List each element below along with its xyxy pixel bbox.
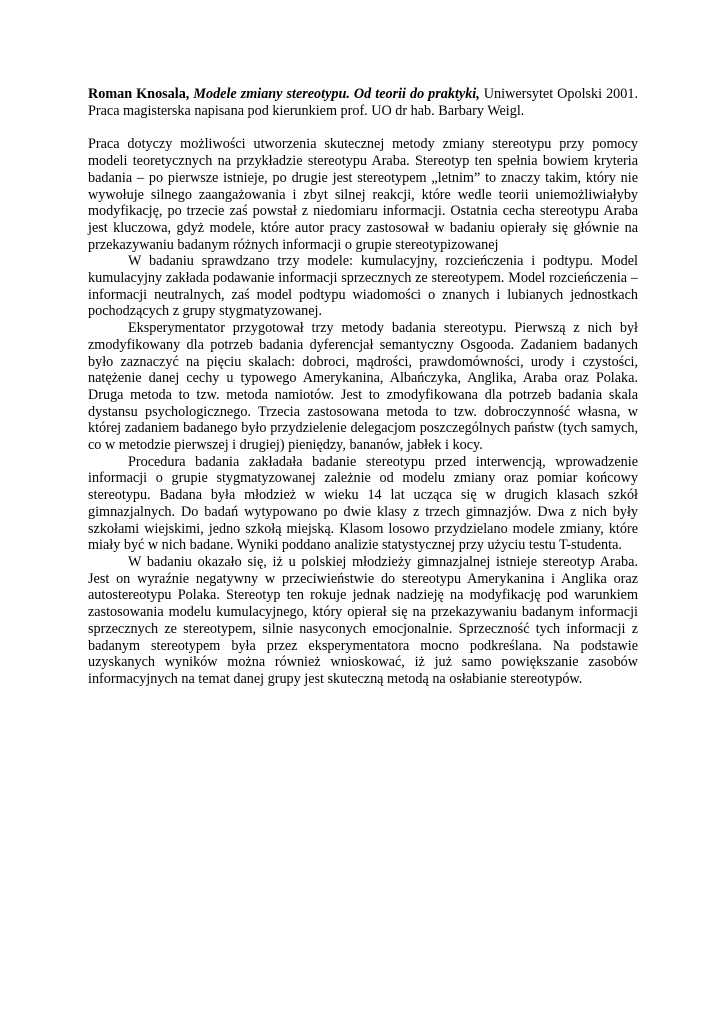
paragraph-results: W badaniu okazało się, iż u polskiej młodzieży gimnazjalnej istnieje stereotyp Araba. Jest on wyraźnie negatywny w przeciwieństwie do stereotypu Amerykanina i Anglika oraz autostereotypu Polaka. Stereotyp ten rokuje jednak nadzieję na modyfikację pod warunkiem zastosowania modelu kumulacyjnego, który opierał się na przekazywaniu badanym informacji sprzecznych ze stereotypem, silnie nasyconych emocjonalnie. Sprzeczność tych informacji z badanym stereotypem była przez eksperymentatora mocno podkreślana. Na podstawie uzyskanych wyników można również wnioskować, iż już samo powiększanie zasobów informacyjnych na temat danej grupy jest skuteczną metodą na osłabianie stereotypów. (88, 553, 638, 687)
paragraph-models: W badaniu sprawdzano trzy modele: kumulacyjny, rozcieńczenia i podtypu. Model kumulacyjny zakłada podawanie informacji sprzecznych ze stereotypem. Model rozcieńczenia – informacji neutralnych, zaś model podtypu wiadomości o znanych i lubianych jednostkach pochodzących z grupy stygmatyzowanej. (88, 253, 638, 320)
paragraph-methods: Eksperymentator przygotował trzy metody badania stereotypu. Pierwszą z nich był zmodyfikowany dla potrzeb badania dyferencjał semantyczny Osgooda. Zadaniem badanych było zaznaczyć na pięciu skalach: dobroci, mądrości, prawdomówności, urody i czystości, natężenie danej cechy u typowego Amerykanina, Albańczyka, Anglika, Araba oraz Polaka. Druga metoda to tzw. metoda namiotów. Jest to zmodyfikowana dla potrzeb badania skala dystansu psychologicznego. Trzecia zastosowana metoda to tzw. dobroczynność własna, w której zadaniem badanego było przydzielenie delegacjom poszczególnych państw (tych samych, co w metodzie pierwszej i drugiej) pieniędzy, bananów, jabłek i kocy. (88, 320, 638, 454)
thesis-details: Uniwersytet Opolski 2001. Praca magisterska napisana pod kierunkiem prof. UO dr hab. Barbary Weigl. (88, 86, 639, 119)
paragraph-intro: Praca dotyczy możliwości utworzenia skutecznej metody zmiany stereotypu przy pomocy modeli teoretycznych na przykładzie stereotypu Araba. Stereotyp ten spełnia bowiem kryteria badania – po pierwsze istnieje, po drugie jest stereotypem „letnim” to znaczy takim, który nie wywołuje silnego zaangażowania i zbyt silnej reakcji, które wedle teorii uniemożliwiałyby modyfikację, po trzecie zaś powstał z niedomiaru informacji. Ostatnia cecha stereotypu Araba jest kluczowa, gdyż modele, które autor pracy zastosował w badaniu opierały się głównie na przekazywaniu badanym różnych informacji o grupie stereotypizowanej (88, 136, 638, 253)
document-header (88, 86, 638, 119)
document-page (88, 86, 638, 688)
author-name: Roman Knosala, (88, 86, 190, 102)
paragraph-procedure: Procedura badania zakładała badanie stereotypu przed interwencją, wprowadzenie informacji o grupie stygmatyzowanej zależnie od modelu zmiany oraz pomiar końcowy stereotypu. Badana była młodzież w wieku 14 lat ucząca się w drugich klasach szkół gimnazjalnych. Do badań wytypowano po dwie klasy z trzech gimnazjów. Dwa z nich były szkołami wiejskimi, jedno szkołą miejską. Klasom losowo przydzielano modele zmiany, które miały być w nich badane. Wyniki poddano analizie statystycznej przy użyciu testu T-studenta. (88, 453, 638, 554)
thesis-title: Modele zmiany stereotypu. Od teorii do praktyki, (193, 86, 480, 102)
